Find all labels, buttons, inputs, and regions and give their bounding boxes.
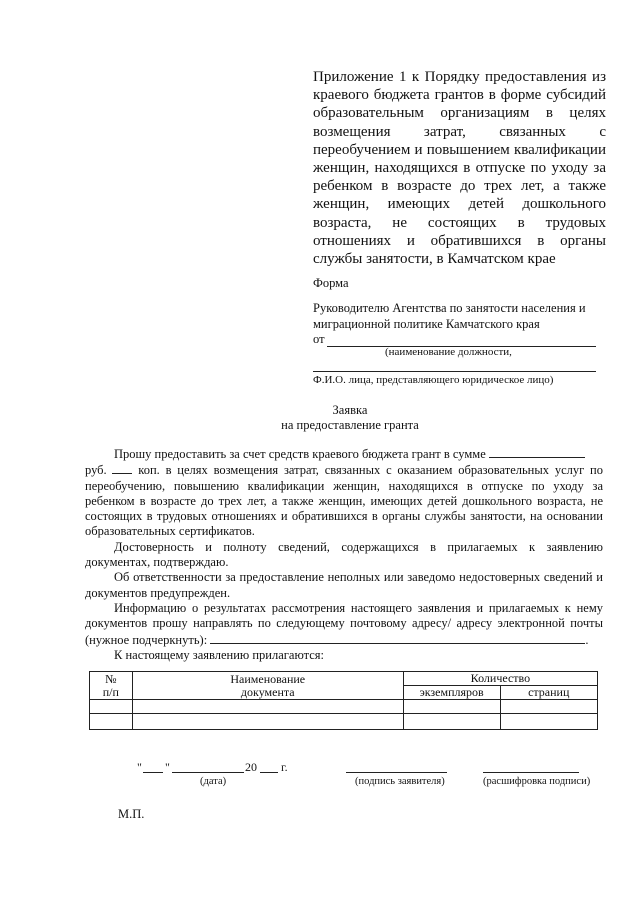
seal-placeholder: М.П. bbox=[118, 807, 145, 821]
table-row bbox=[90, 700, 598, 714]
from-line bbox=[313, 332, 596, 347]
header-num-2: п/п bbox=[102, 684, 119, 699]
date-quote-open: " bbox=[137, 760, 142, 774]
table-row bbox=[90, 714, 598, 730]
kop-blank bbox=[112, 462, 132, 474]
position-caption: (наименование должности, bbox=[385, 346, 512, 358]
title-subtitle: на предоставление гранта bbox=[281, 418, 419, 432]
appendix-header: Приложение 1 к Порядку предоставления из краевого бюджета грантов в форме субсидий образовательным организациям в целях возмещения затрат, связанных с переобучением и повышением квалификации женщин, находящихся в отпуске по уходу за ребенком в возрасте до трех лет, а также женщин, имеющих детей дошкольного возраста, не состоящих в трудовых отношениях и обратившихся в органы службы занятости, в Камчатском крае bbox=[313, 69, 606, 268]
addressee-text: Руководителю Агентства по занятости населения и миграционной политике Камчатского края bbox=[313, 301, 586, 331]
signature-caption: (подпись заявителя) bbox=[355, 776, 445, 787]
paragraph-address: Информацию о результатах рассмотрения настоящего заявления и прилагаемых к нему документов прошу направлять по следующему почтовому адресу/ адресу электронной почты (нужное подчеркнуть): . bbox=[85, 600, 603, 647]
attachments-table bbox=[89, 671, 598, 730]
address-text: Информацию о результатах рассмотрения настоящего заявления и прилагаемых к нему документов прошу направлять по следующему почтовому адресу/ адресу электронной почты (нужное подчеркнуть): bbox=[85, 600, 603, 647]
address-blank bbox=[210, 632, 585, 644]
from-prefix: от bbox=[313, 332, 325, 346]
month-blank bbox=[172, 772, 244, 773]
header-copies: экземпляров bbox=[403, 686, 500, 700]
year-blank bbox=[260, 772, 278, 773]
paragraph-confirm: Достоверность и полноту сведений, содержащихся в прилагаемых к заявлению документах, подтверждаю. bbox=[85, 539, 603, 570]
title-application: Заявка bbox=[332, 403, 368, 417]
decode-blank bbox=[483, 772, 579, 773]
year-prefix: 20 bbox=[245, 760, 257, 774]
fio-caption: Ф.И.О. лица, представляющего юридическое лицо) bbox=[313, 374, 554, 386]
fio-blank-line bbox=[313, 371, 596, 372]
header-name-1: Наименование bbox=[230, 671, 306, 686]
header-num bbox=[90, 672, 133, 700]
date-quote-close: " bbox=[165, 760, 170, 774]
day-blank bbox=[143, 772, 163, 773]
year-suffix: г. bbox=[281, 760, 288, 774]
form-label: Форма bbox=[313, 276, 349, 290]
rub-label: руб. bbox=[85, 463, 107, 478]
decode-caption: (расшифровка подписи) bbox=[483, 776, 591, 787]
amount-blank bbox=[489, 446, 585, 458]
paragraph-request bbox=[85, 446, 603, 540]
paragraph-attachments: К настоящему заявлению прилагаются: bbox=[114, 647, 325, 662]
application-body bbox=[85, 446, 603, 663]
header-num-1: № bbox=[105, 671, 117, 686]
date-caption: (дата) bbox=[200, 776, 227, 787]
header-quantity: Количество bbox=[403, 672, 597, 686]
header-pages: страниц bbox=[500, 686, 598, 700]
paragraph-responsibility: Об ответственности за предоставление неполных или заведомо недостоверных сведений и документов предупрежден. bbox=[85, 570, 603, 600]
header-name-2: документа bbox=[240, 684, 295, 699]
header-name bbox=[132, 672, 403, 700]
request-text: Прошу предоставить за счет средств краевого бюджета грант в сумме bbox=[114, 447, 486, 461]
kop-text: коп. в целях возмещения затрат, связанных с оказанием образовательных услуг по переобучению, повышению квалификации женщин, находящихся в отпуске по уходу за ребенком в возрасте до трех лет, а также женщин, имеющих детей дошкольного возраста, не состоящих в трудовых отношениях и обратившихся в органы службы занятости, на основании образовательных сертификатов. bbox=[85, 463, 603, 539]
signature-blank bbox=[346, 772, 447, 773]
